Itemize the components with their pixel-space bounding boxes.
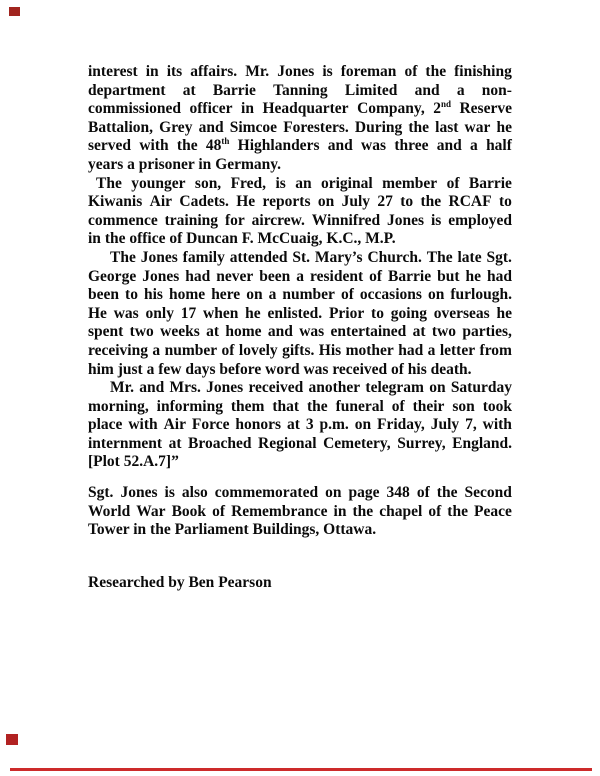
word: Cadets. (179, 193, 229, 211)
text-line (88, 212, 512, 231)
word: family (182, 248, 225, 266)
word: Force (191, 416, 230, 434)
word: but (437, 267, 460, 285)
word: in (241, 100, 254, 118)
text-line (88, 100, 512, 119)
word: in (145, 63, 159, 80)
word: number (282, 286, 335, 304)
word: chapel (379, 502, 423, 520)
paragraph (88, 175, 512, 249)
word: before (219, 360, 262, 378)
word: spent (88, 323, 124, 341)
word: Simcoe (229, 118, 278, 136)
word: and (139, 379, 165, 397)
text-line (88, 175, 512, 194)
word: of (416, 484, 430, 502)
text-line (88, 63, 512, 82)
word: the (352, 502, 374, 520)
word: their (412, 397, 445, 415)
word: Parliament (174, 521, 249, 539)
text-line (88, 361, 512, 380)
word: Surrey, (397, 434, 446, 452)
word: to (371, 304, 384, 322)
word: Grey (159, 118, 193, 136)
text-line (88, 156, 512, 175)
word: and (327, 137, 353, 155)
word: the (408, 118, 430, 136)
word: and (198, 118, 224, 136)
word: Jones (387, 211, 425, 229)
word: was (299, 323, 325, 341)
word: of (221, 341, 235, 359)
word: was (113, 304, 139, 322)
word: last (435, 118, 459, 136)
word: affairs. (190, 63, 238, 80)
word: McCuaig, (257, 230, 323, 248)
word: the (176, 137, 198, 155)
word: word (265, 360, 300, 378)
word: here (211, 286, 241, 304)
word: morning, (88, 397, 149, 415)
word: a (152, 341, 161, 359)
word: non- (481, 81, 512, 99)
word: a (127, 155, 135, 173)
word: of (169, 230, 183, 248)
word: Broached (188, 434, 252, 452)
word: son (452, 397, 475, 415)
word: Mrs. (169, 379, 201, 397)
word: interest (88, 63, 138, 80)
word: funeral (335, 397, 384, 415)
paragraph (88, 484, 512, 540)
word: Reserve (459, 100, 512, 118)
word: Peace (474, 502, 512, 520)
word: The (110, 248, 136, 266)
text-line (88, 503, 512, 522)
text-line (88, 574, 512, 593)
text-line (88, 453, 512, 472)
word: War (136, 502, 166, 520)
text-line (88, 379, 512, 398)
word: half (486, 137, 512, 155)
word: Saturday (450, 379, 512, 397)
word: Prior (328, 304, 365, 322)
text-line (88, 305, 512, 324)
text-line (88, 416, 512, 435)
word: when (203, 304, 239, 322)
word: of (391, 360, 404, 378)
word: the (425, 63, 447, 80)
word: to (498, 193, 512, 211)
word: 7, (465, 416, 477, 434)
word: 2nd (433, 99, 451, 118)
word: Headquarter (262, 100, 349, 118)
word: July (430, 416, 460, 434)
word: had (487, 267, 512, 285)
word: number (164, 341, 218, 359)
word: the (150, 521, 171, 539)
word: foreman (340, 63, 397, 80)
word: a (146, 360, 155, 378)
word: for (224, 211, 245, 229)
text-line (88, 137, 512, 156)
word: internment (88, 434, 163, 452)
word: on (427, 286, 445, 304)
word: in (133, 521, 147, 539)
word: with (139, 137, 169, 155)
word: never (216, 267, 254, 285)
word: to (400, 193, 414, 211)
word: had (398, 341, 424, 359)
word: He (236, 193, 256, 211)
word: receiving (88, 341, 148, 359)
word: The (96, 174, 122, 192)
word: mother (345, 341, 394, 359)
word: enlisted. (267, 304, 323, 322)
word: commemorated (214, 484, 319, 502)
text-line (88, 323, 512, 342)
word: received (332, 360, 388, 378)
word: F. (241, 230, 254, 248)
word: he (245, 304, 261, 322)
word: honors (235, 416, 282, 434)
word: Buildings, (252, 521, 320, 539)
word: 48th (205, 136, 230, 155)
document-text-block (88, 63, 512, 592)
word: on (354, 416, 372, 434)
word: them (230, 397, 265, 415)
word: by (168, 573, 185, 591)
word: Cemetery, (323, 434, 391, 452)
word: his (143, 286, 163, 304)
word: Jones (277, 63, 315, 80)
word: on (429, 379, 446, 397)
word: from (479, 341, 512, 359)
word: the (436, 484, 458, 502)
word: reports (262, 193, 311, 211)
word: another (308, 379, 361, 397)
word: letter (439, 341, 476, 359)
word: late (457, 248, 482, 266)
word: aircrew. (251, 211, 305, 229)
word: Barrie (212, 81, 256, 99)
word: Limited (344, 81, 398, 99)
word: Foresters. (283, 118, 349, 136)
word: place (88, 416, 123, 434)
word: received (248, 379, 304, 397)
word: Tower (88, 521, 130, 539)
word: of (428, 502, 442, 520)
word: of (446, 174, 460, 192)
word: telegram (365, 379, 424, 397)
word: Friday, (377, 416, 425, 434)
word: Mr. (245, 63, 270, 80)
word: finishing (454, 63, 512, 80)
word: been (259, 267, 291, 285)
word: entertained (330, 323, 407, 341)
word: Winnifred (311, 211, 381, 229)
red-bottom-rule (10, 768, 592, 771)
word: his (407, 360, 427, 378)
word: that (272, 397, 300, 415)
word: served (88, 137, 132, 155)
word: K.C., (326, 230, 362, 248)
word: days (185, 360, 216, 378)
word: the (447, 502, 468, 520)
word: him (88, 360, 114, 378)
word: George (88, 267, 137, 285)
word: member (382, 174, 438, 192)
word: at (206, 323, 219, 341)
word: was (361, 137, 387, 155)
red-corner-mark-top-left (9, 7, 20, 16)
word: son, (194, 174, 222, 192)
word: younger (131, 174, 186, 192)
text-line (88, 398, 512, 417)
word: and (414, 81, 440, 99)
word: on (246, 286, 263, 304)
word: at (168, 434, 182, 452)
word: Highlanders (237, 137, 320, 155)
word: just (117, 360, 143, 378)
word: attended (229, 248, 288, 266)
word: During (354, 118, 403, 136)
text-line (88, 342, 512, 361)
word: parties, (462, 323, 512, 341)
word: department (88, 81, 166, 99)
word: with (482, 416, 512, 434)
word: Barrie (468, 174, 512, 192)
word: its (166, 63, 183, 80)
word: is (322, 63, 333, 80)
word: furlough. (450, 286, 512, 304)
word: Barrie (388, 267, 432, 285)
word: in (333, 502, 347, 520)
word: 27 (377, 193, 393, 211)
word: Kiwanis (88, 193, 143, 211)
word: England. (452, 434, 512, 452)
word: [Plot (88, 453, 120, 471)
text-line (88, 249, 512, 268)
word: Researched (88, 573, 165, 591)
word: Mr. (110, 379, 134, 397)
word: took (482, 397, 512, 415)
text-line (88, 193, 512, 212)
word: gifts. (282, 341, 315, 359)
word: 17 (180, 304, 197, 322)
word: an (295, 174, 312, 192)
paragraph (88, 63, 512, 175)
word: original (320, 174, 373, 192)
word: weeks (160, 323, 200, 341)
word: officer (189, 100, 233, 118)
word: World (88, 502, 131, 520)
word: the (104, 230, 126, 248)
word: two (129, 323, 154, 341)
word: 348 (386, 484, 410, 502)
word: Church. (367, 248, 422, 266)
word: p.m. (319, 416, 349, 434)
text-line (88, 82, 512, 101)
word: two (431, 323, 457, 341)
paragraph (88, 379, 512, 472)
word: 52.A.7]” (123, 453, 179, 471)
word: commissioned (88, 100, 181, 118)
word: Ottawa. (323, 521, 377, 539)
word: home (225, 323, 262, 341)
word: on (325, 484, 342, 502)
word: is (430, 211, 442, 229)
word: Germany. (215, 155, 282, 173)
word: commence (88, 211, 158, 229)
word: a (427, 341, 436, 359)
word: had (185, 267, 211, 285)
word: St. (292, 248, 311, 266)
word: Duncan (186, 230, 238, 248)
word: Mary’s (314, 248, 363, 266)
word: Tanning (273, 81, 328, 99)
word: he (496, 118, 512, 136)
word: prisoner (138, 155, 195, 173)
word: Sgt. (88, 484, 114, 502)
word: only (145, 304, 174, 322)
word: Regional (258, 434, 317, 452)
word: a (456, 81, 465, 99)
word: at (286, 416, 300, 434)
word: training (164, 211, 219, 229)
text-line (88, 435, 512, 454)
word: and (267, 323, 293, 341)
word: war (464, 118, 491, 136)
word: is (275, 174, 286, 192)
word: Air (163, 416, 186, 434)
word: three (394, 137, 429, 155)
word: also (181, 484, 208, 502)
word: Jones (142, 267, 180, 285)
word: been (88, 286, 119, 304)
word: of (369, 267, 383, 285)
word: at (182, 81, 196, 99)
word: He (88, 304, 107, 322)
word: lovely (238, 341, 278, 359)
word: overseas (433, 304, 490, 322)
word: of (391, 397, 405, 415)
word: Air (149, 193, 173, 211)
word: page (348, 484, 380, 502)
text-line (88, 484, 512, 503)
word: resident (310, 267, 364, 285)
word: July (341, 193, 371, 211)
word: and (436, 137, 462, 155)
word: occasions (359, 286, 422, 304)
word: Jones (206, 379, 244, 397)
word: on (317, 193, 335, 211)
word: going (390, 304, 427, 322)
word: Sgt. (486, 248, 512, 266)
word: home (168, 286, 206, 304)
word: Pearson (218, 573, 272, 591)
word: in (88, 230, 101, 248)
word: 3 (305, 416, 314, 434)
word: years (88, 155, 124, 173)
word: is (164, 484, 175, 502)
word: employed (448, 211, 512, 229)
word: the (307, 397, 328, 415)
word: Remembrance (231, 502, 328, 520)
word: of (340, 286, 354, 304)
word: was (303, 360, 329, 378)
word: death. (430, 360, 472, 378)
word: Book (171, 502, 207, 520)
word: a (268, 286, 277, 304)
word: Jones (140, 248, 178, 266)
word: RCAF (448, 193, 492, 211)
word: in (198, 155, 212, 173)
text-line (88, 119, 512, 138)
word: a (470, 137, 478, 155)
word: of (212, 502, 226, 520)
text-line (88, 521, 512, 540)
word: informing (156, 397, 223, 415)
word: Fred, (230, 174, 267, 192)
word: The (426, 248, 453, 266)
word: the (420, 193, 442, 211)
word: M.P. (365, 230, 396, 248)
word: office (129, 230, 166, 248)
word: to (125, 286, 138, 304)
word: Second (464, 484, 512, 502)
red-corner-mark-bottom-left (6, 734, 18, 745)
paragraph (88, 249, 512, 379)
word: His (318, 341, 342, 359)
word: of (404, 63, 418, 80)
word: with (128, 416, 158, 434)
text-line (88, 286, 512, 305)
word: he (496, 304, 512, 322)
word: Jones (120, 484, 158, 502)
text-line (88, 230, 512, 249)
word: Ben (188, 573, 215, 591)
word: few (158, 360, 182, 378)
text-line (88, 268, 512, 287)
word: a (296, 267, 305, 285)
word: at (412, 323, 426, 341)
word: Company, (357, 100, 425, 118)
word: Battalion, (88, 118, 154, 136)
paragraph (88, 574, 512, 593)
word: he (465, 267, 481, 285)
